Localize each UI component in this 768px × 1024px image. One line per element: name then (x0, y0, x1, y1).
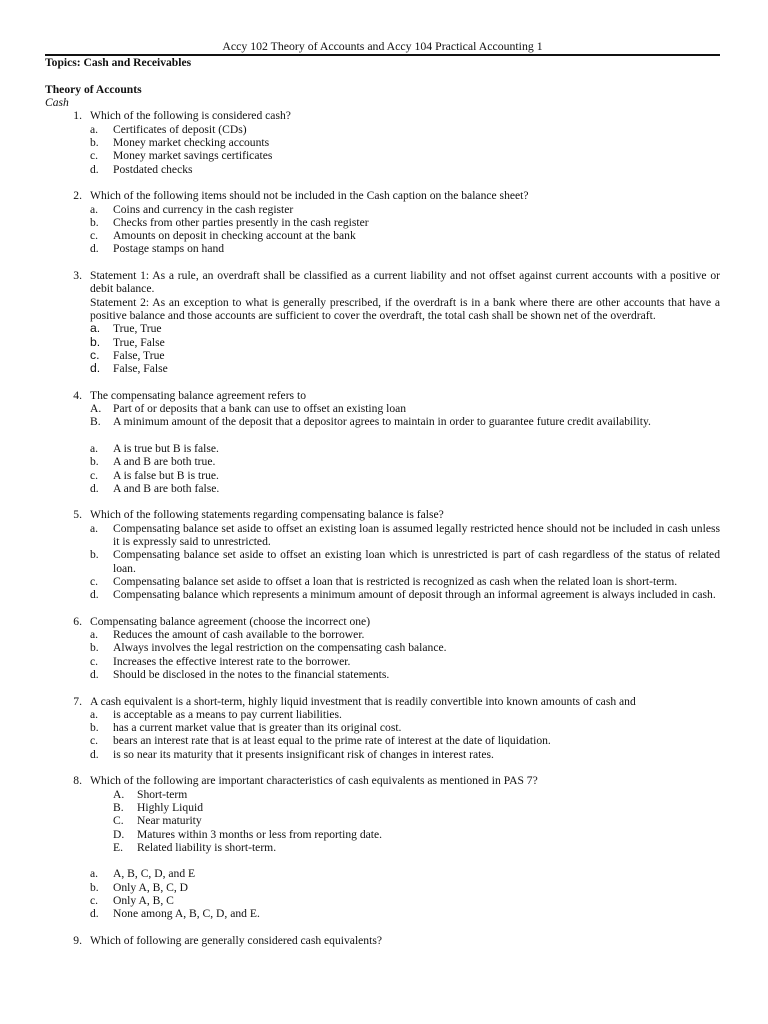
answer-option (45, 469, 720, 482)
item-letter: A. (113, 787, 125, 801)
item-letter: B. (113, 800, 124, 814)
answer-option (45, 242, 720, 255)
option-text: Amounts on deposit in checking account at the bank (113, 229, 356, 243)
question-text: Which of the following items should not be included in the Cash caption on the balance sheet? (90, 189, 529, 203)
answer-option (45, 575, 720, 588)
option-text: Compensating balance set aside to offset an existing loan is assumed legally restricted hence should not be included in cash unless it is expressly said to unrestricted. (113, 521, 720, 548)
statement-text: Part of or deposits that a bank can use to offset an existing loan (113, 402, 407, 416)
option-text: A is false but B is true. (113, 468, 219, 482)
answer-option (45, 349, 720, 362)
statement-letter: B. (90, 415, 101, 429)
option-letter: b. (90, 880, 99, 894)
question-7 (45, 695, 720, 761)
document-page (45, 40, 720, 947)
item-letter: E. (113, 840, 123, 854)
option-letter: c. (90, 149, 99, 163)
spacer (45, 761, 720, 774)
option-letter: b. (90, 136, 99, 150)
option-letter: d. (90, 667, 99, 681)
option-text: A is true but B is false. (113, 441, 219, 455)
item-text: Matures within 3 months or less from reporting date. (137, 827, 383, 841)
question-3 (45, 269, 720, 375)
answer-option (45, 907, 720, 920)
answer-option (45, 322, 720, 335)
answer-option (45, 163, 720, 176)
option-text: Compensating balance set aside to offset a loan that is restricted is recognized as cash when the related loan is short-term. (113, 574, 678, 588)
option-text: Compensating balance set aside to offset an existing loan which is unrestricted is part of cash regardless of the status of related loan. (113, 548, 720, 575)
answer-option (45, 203, 720, 216)
option-text: A and B are both false. (113, 481, 220, 495)
item-letter: D. (113, 827, 125, 841)
spacer (45, 429, 720, 442)
answer-option (45, 455, 720, 468)
question-number: 1. (73, 109, 82, 123)
spacer (45, 176, 720, 189)
statement-item (45, 415, 720, 428)
option-text: Money market checking accounts (113, 136, 270, 150)
option-letter: d. (90, 747, 99, 761)
option-letter: b. (90, 721, 99, 735)
option-letter: b. (90, 455, 99, 469)
option-letter: b. (90, 334, 101, 349)
answer-option (45, 136, 720, 149)
answer-option (45, 229, 720, 242)
question-number: 2. (73, 189, 82, 203)
option-text: True, False (113, 335, 165, 349)
option-letter: b. (90, 548, 99, 562)
option-letter: a. (90, 321, 101, 336)
question-list (45, 109, 720, 947)
option-text: Compensating balance which represents a minimum amount of deposit through an informal agreement is always included in cash. (113, 588, 716, 602)
option-text: Coins and currency in the cash register (113, 202, 294, 216)
document-header: Accy 102 Theory of Accounts and Accy 104 Practical Accounting 1 (45, 40, 720, 56)
option-letter: c. (90, 347, 100, 362)
question-number: 4. (73, 388, 82, 402)
option-letter: a. (90, 521, 99, 535)
question-stem (45, 934, 720, 947)
answer-option (45, 894, 720, 907)
question-number: 5. (73, 508, 82, 522)
answer-option (45, 881, 720, 894)
answer-option (45, 336, 720, 349)
option-text: Should be disclosed in the notes to the financial statements. (113, 667, 390, 681)
question-number: 6. (73, 614, 82, 628)
option-text: A and B are both true. (113, 455, 216, 469)
characteristic-item (45, 788, 720, 801)
answer-option (45, 362, 720, 375)
option-letter: a. (90, 441, 99, 455)
option-text: False, True (113, 348, 165, 362)
item-text: Related liability is short-term. (137, 840, 277, 854)
option-text: Reduces the amount of cash available to the borrower. (113, 628, 365, 642)
question-5 (45, 508, 720, 601)
option-text: Only A, B, C, D (113, 880, 189, 894)
question-stem (45, 695, 720, 708)
question-number: 3. (73, 269, 82, 283)
question-number: 7. (73, 694, 82, 708)
answer-option (45, 867, 720, 880)
option-letter: a. (90, 628, 99, 642)
question-text: Which of the following statements regarding compensating balance is false? (90, 508, 444, 522)
spacer (45, 495, 720, 508)
characteristic-item (45, 841, 720, 854)
item-letter: C. (113, 814, 124, 828)
option-text: has a current market value that is greater than its original cost. (113, 721, 402, 735)
answer-option (45, 748, 720, 761)
question-9 (45, 934, 720, 947)
answer-option (45, 721, 720, 734)
option-text: Increases the effective interest rate to the borrower. (113, 654, 351, 668)
question-number: 9. (73, 933, 82, 947)
option-letter: a. (90, 867, 99, 881)
statement-text: A minimum amount of the deposit that a depositor agrees to maintain in order to guarantee future credit availability. (113, 415, 651, 429)
section-heading: Theory of Accounts (45, 82, 142, 96)
option-text: Postage stamps on hand (113, 242, 225, 256)
option-letter: d. (90, 361, 101, 376)
option-text: Checks from other parties presently in the cash register (113, 215, 369, 229)
option-text: True, True (113, 322, 162, 336)
question-stem (45, 615, 720, 628)
item-text: Near maturity (137, 814, 202, 828)
answer-option (45, 641, 720, 654)
characteristic-item (45, 801, 720, 814)
option-letter: d. (90, 588, 99, 602)
option-text: None among A, B, C, D, and E. (113, 907, 260, 921)
spacer (45, 854, 720, 867)
answer-option (45, 442, 720, 455)
option-letter: c. (90, 654, 99, 668)
option-text: Certificates of deposit (CDs) (113, 122, 247, 136)
characteristic-item (45, 814, 720, 827)
option-text: Money market savings certificates (113, 149, 273, 163)
question-2 (45, 189, 720, 255)
spacer (45, 681, 720, 694)
spacer (45, 256, 720, 269)
answer-option (45, 708, 720, 721)
answer-option (45, 522, 720, 549)
option-text: Only A, B, C (113, 894, 174, 907)
option-letter: d. (90, 242, 99, 256)
question-stem (45, 389, 720, 402)
option-letter: a. (90, 202, 99, 216)
option-text: A, B, C, D, and E (113, 867, 196, 881)
question-text: Statement 1: As a rule, an overdraft shall be classified as a current liability and not offset against current accounts with a positive or debit balance. (90, 269, 720, 296)
option-letter: c. (90, 468, 99, 482)
option-letter: c. (90, 894, 99, 907)
question-stem (45, 109, 720, 122)
answer-option (45, 734, 720, 747)
question-stem (45, 189, 720, 202)
item-text: Short-term (137, 787, 188, 801)
option-letter: c. (90, 734, 99, 748)
question-text: Compensating balance agreement (choose the incorrect one) (90, 614, 371, 628)
question-number: 8. (73, 774, 82, 788)
option-letter: c. (90, 229, 99, 243)
option-text: bears an interest rate that is at least equal to the prime rate of interest at the date of liquidation. (113, 734, 551, 748)
option-letter: a. (90, 122, 99, 136)
option-letter: d. (90, 481, 99, 495)
question-text: The compensating balance agreement refers to (90, 388, 306, 402)
question-stem (45, 508, 720, 521)
statement-item (45, 402, 720, 415)
question-statement: Statement 2: As an exception to what is generally prescribed, if the overdraft is in a bank where there are other accounts that have a positive balance and those accounts are sufficient to cover the overdraft, the total cash shall be shown net of the overdraft. (90, 295, 720, 322)
option-letter: d. (90, 162, 99, 176)
spacer (45, 601, 720, 614)
question-stem (45, 774, 720, 787)
statement-letter: A. (90, 402, 102, 416)
spacer (45, 921, 720, 934)
option-letter: a. (90, 707, 99, 721)
question-8 (45, 774, 720, 920)
characteristic-item (45, 828, 720, 841)
answer-option (45, 548, 720, 575)
option-text: Postdated checks (113, 162, 193, 176)
option-letter: d. (90, 907, 99, 921)
question-stem (45, 269, 720, 296)
question-text: Which of following are generally considered cash equivalents? (90, 933, 382, 947)
option-letter: b. (90, 641, 99, 655)
option-letter: b. (90, 215, 99, 229)
question-text: Which of the following is considered cash? (90, 109, 291, 123)
topics-heading: Topics: Cash and Receivables (45, 56, 192, 70)
question-4 (45, 389, 720, 495)
question-1 (45, 109, 720, 175)
subsection-heading: Cash (45, 96, 69, 110)
answer-option (45, 628, 720, 641)
answer-option (45, 655, 720, 668)
option-text: is acceptable as a means to pay current liabilities. (113, 707, 342, 721)
item-text: Highly Liquid (137, 800, 204, 814)
answer-option (45, 123, 720, 136)
answer-option (45, 216, 720, 229)
answer-option (45, 588, 720, 601)
option-text: is so near its maturity that it presents insignificant risk of changes in interest rates. (113, 747, 494, 761)
option-letter: c. (90, 574, 99, 588)
question-text: A cash equivalent is a short-term, highly liquid investment that is readily convertible into known amounts of cash and (90, 694, 636, 708)
question-6 (45, 615, 720, 681)
option-text: False, False (113, 362, 168, 376)
answer-option (45, 668, 720, 681)
answer-option (45, 482, 720, 495)
question-text: Which of the following are important characteristics of cash equivalents as mentioned in PAS 7? (90, 774, 538, 788)
spacer (45, 375, 720, 388)
answer-option (45, 149, 720, 162)
option-text: Always involves the legal restriction on the compensating cash balance. (113, 641, 447, 655)
